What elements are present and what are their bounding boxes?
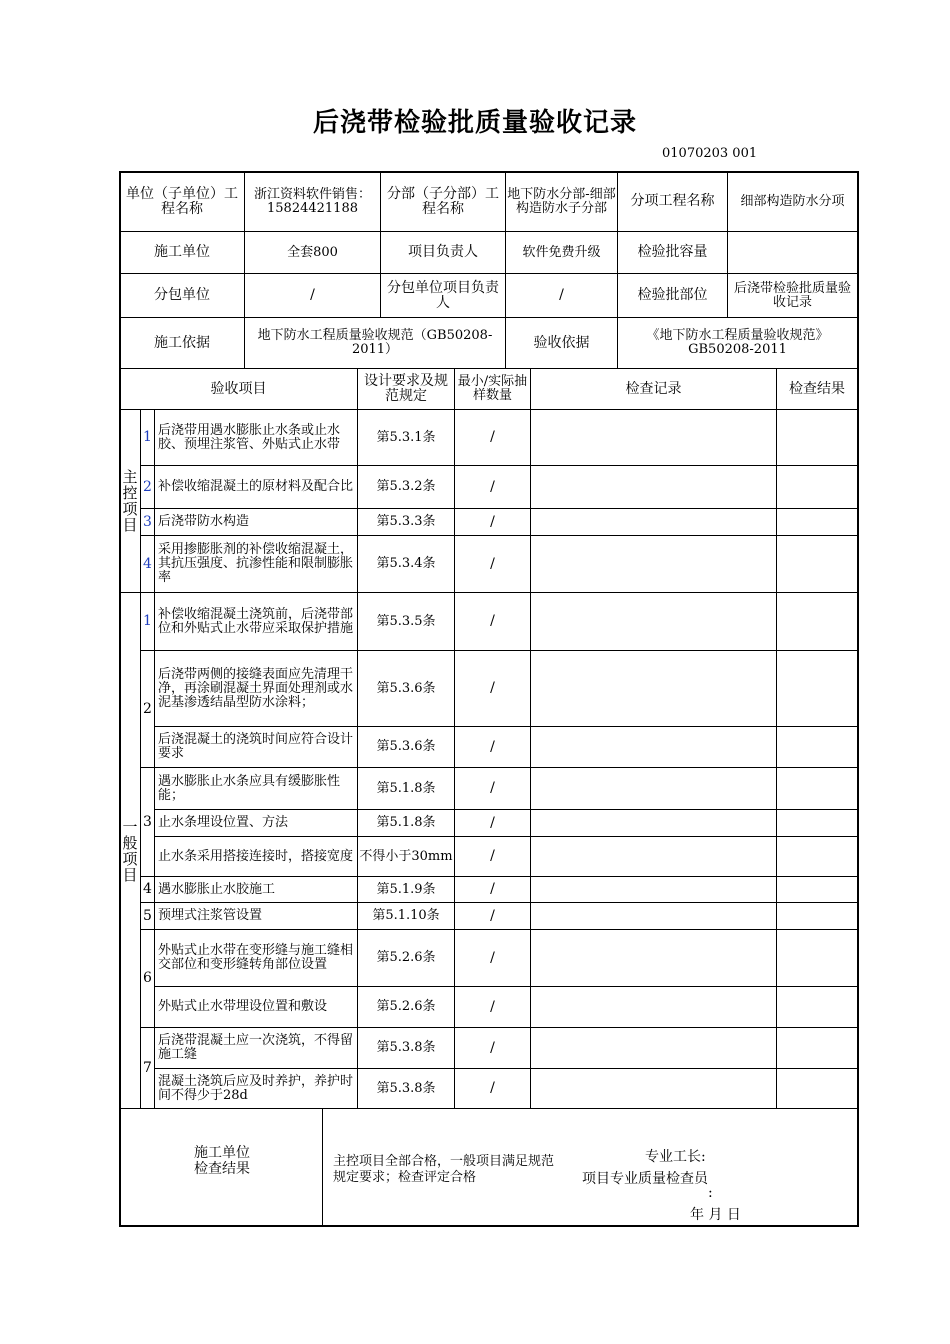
main-rows-min: / (455, 466, 531, 509)
general-rows-text: 后浇带混凝土应一次浇筑，不得留施工缝 (155, 1028, 358, 1069)
general-rows-min: / (455, 837, 531, 877)
general-rows-min: / (455, 1028, 531, 1069)
col-record: 检查记录 (531, 369, 777, 410)
general-row-no: 2 (141, 651, 155, 768)
item-label: 分项工程名称 (618, 172, 728, 232)
general-row-no: 7 (141, 1028, 155, 1109)
general-row-no: 1 (141, 593, 155, 651)
sub-value: / (245, 274, 381, 318)
basis-label: 施工依据 (120, 318, 245, 369)
page-title: 后浇带检验批质量验收记录 (312, 108, 637, 138)
general-rows-min: / (455, 930, 531, 987)
foreman-label: 专业工长: (645, 1149, 706, 1165)
general-rows-record (531, 768, 777, 810)
general-rows-result (777, 810, 858, 837)
main-rows-result (777, 536, 858, 593)
main-rows-result (777, 509, 858, 536)
general-rows-text: 预埋式注浆管设置 (155, 903, 358, 930)
general-rows-min: / (455, 593, 531, 651)
general-rows-result (777, 903, 858, 930)
general-rows-result (777, 593, 858, 651)
col-item: 验收项目 (120, 369, 358, 410)
date-label: 年 月 日 (690, 1207, 741, 1223)
sub-pm-label: 分包单位项目负责人 (381, 274, 506, 318)
general-rows-result (777, 837, 858, 877)
general-rows-text: 后浇带两侧的接缝表面应先清理干净，再涂刷混凝土界面处理剂或水泥基渗透结晶型防水涂料； (155, 651, 358, 727)
main-rows-text: 后浇带用遇水膨胀止水条或止水胶、预埋注浆管、外贴式止水带 (155, 410, 358, 466)
general-rows-min: / (455, 903, 531, 930)
footer-label: 施工单位检查结果 (194, 1145, 250, 1177)
main-rows-min: / (455, 410, 531, 466)
main-rows-text: 补偿收缩混凝土的原材料及配合比 (155, 466, 358, 509)
general-rows-result (777, 727, 858, 768)
general-rows-record (531, 987, 777, 1028)
general-rows-record (531, 727, 777, 768)
pm-label: 项目负责人 (381, 232, 506, 274)
main-row-no: 1 (141, 410, 155, 466)
col-req: 设计要求及规范规定 (358, 369, 455, 410)
general-row-no: 4 (141, 877, 155, 903)
main-rows-req: 第5.3.1条 (358, 410, 455, 466)
general-rows-text: 遇水膨胀止水条应具有缓膨胀性能； (155, 768, 358, 810)
general-rows-result (777, 1028, 858, 1069)
general-rows-text: 后浇混凝土的浇筑时间应符合设计要求 (155, 727, 358, 768)
general-rows-record (531, 837, 777, 877)
main-rows-min: / (455, 536, 531, 593)
general-rows-req: 第5.3.5条 (358, 593, 455, 651)
unit-label: 单位（子单位）工程名称 (120, 172, 245, 232)
general-rows-text: 止水条埋设位置、方法 (155, 810, 358, 837)
main-row-no: 2 (141, 466, 155, 509)
general-rows-min: / (455, 877, 531, 903)
general-rows-record (531, 930, 777, 987)
item-value: 细部构造防水分项 (728, 172, 858, 232)
col-min: 最小/实际抽样数量 (455, 369, 531, 410)
pm-value: 软件免费升级 (506, 232, 618, 274)
part-label: 检验批部位 (618, 274, 728, 318)
accept-value: 《地下防水工程质量验收规范》GB50208-2011 (618, 318, 858, 369)
general-rows-req: 第5.3.8条 (358, 1069, 455, 1109)
general-rows-req: 第5.1.8条 (358, 810, 455, 837)
general-row-no: 3 (141, 768, 155, 877)
general-rows-record (531, 810, 777, 837)
dept-value: 地下防水分部-细部构造防水子分部 (506, 172, 618, 232)
main-rows-min: / (455, 509, 531, 536)
general-row-no: 6 (141, 930, 155, 1028)
main-rows-text: 后浇带防水构造 (155, 509, 358, 536)
general-rows-req: 第5.2.6条 (358, 930, 455, 987)
general-rows-req: 第5.1.10条 (358, 903, 455, 930)
general-rows-result (777, 987, 858, 1028)
main-group-label: 主控项目 (120, 410, 141, 593)
document-code: 01070203 001 (662, 146, 758, 161)
main-rows-record (531, 466, 777, 509)
general-rows-min: / (455, 651, 531, 727)
general-rows-text: 混凝土浇筑后应及时养护，养护时间不得少于28d (155, 1069, 358, 1109)
general-rows-record (531, 651, 777, 727)
main-rows-req: 第5.3.3条 (358, 509, 455, 536)
sub-label: 分包单位 (120, 274, 245, 318)
general-rows-min: / (455, 810, 531, 837)
general-rows-text: 外贴式止水带埋设位置和敷设 (155, 987, 358, 1028)
main-rows-record (531, 410, 777, 466)
general-rows-req: 不得小于30mm (358, 837, 455, 877)
basis-value: 地下防水工程质量验收规范（GB50208-2011） (245, 318, 506, 369)
main-rows-result (777, 466, 858, 509)
capacity-value (728, 232, 858, 274)
constructor-label: 施工单位 (120, 232, 245, 274)
general-rows-text: 补偿收缩混凝土浇筑前，后浇带部位和外贴式止水带应采取保护措施 (155, 593, 358, 651)
general-rows-min: / (455, 1069, 531, 1109)
general-rows-result (777, 1069, 858, 1109)
general-rows-req: 第5.2.6条 (358, 987, 455, 1028)
general-rows-record (531, 1069, 777, 1109)
general-rows-min: / (455, 768, 531, 810)
general-rows-req: 第5.3.6条 (358, 727, 455, 768)
inspector-colon: : (708, 1185, 713, 1201)
general-rows-record (531, 877, 777, 903)
general-rows-req: 第5.3.8条 (358, 1028, 455, 1069)
accept-label: 验收依据 (506, 318, 618, 369)
dept-label: 分部（子分部）工程名称 (381, 172, 506, 232)
main-rows-text: 采用掺膨胀剂的补偿收缩混凝土，其抗压强度、抗渗性能和限制膨胀率 (155, 536, 358, 593)
general-rows-text: 止水条采用搭接连接时，搭接宽度 (155, 837, 358, 877)
general-rows-result (777, 877, 858, 903)
unit-value: 浙江资料软件销售：15824421188 (245, 172, 381, 232)
general-row-no: 5 (141, 903, 155, 930)
general-rows-min: / (455, 987, 531, 1028)
general-group-label: 一般项目 (120, 593, 141, 1109)
general-rows-result (777, 768, 858, 810)
general-rows-min: / (455, 727, 531, 768)
main-rows-record (531, 509, 777, 536)
col-result: 检查结果 (777, 369, 858, 410)
general-rows-record (531, 593, 777, 651)
sub-pm-value: / (506, 274, 618, 318)
footer-conclusion: 主控项目全部合格，一般项目满足规范规定要求；检查评定合格 (333, 1154, 555, 1185)
general-rows-req: 第5.1.8条 (358, 768, 455, 810)
general-rows-text: 遇水膨胀止水胶施工 (155, 877, 358, 903)
general-rows-req: 第5.3.6条 (358, 651, 455, 727)
part-value: 后浇带检验批质量验收记录 (728, 274, 858, 318)
general-rows-record (531, 903, 777, 930)
general-rows-text: 外贴式止水带在变形缝与施工缝相交部位和变形缝转角部位设置 (155, 930, 358, 987)
main-row-no: 4 (141, 536, 155, 593)
constructor-value: 全套800 (245, 232, 381, 274)
main-rows-req: 第5.3.2条 (358, 466, 455, 509)
inspector-label: 项目专业质量检查员 (582, 1171, 708, 1187)
general-rows-req: 第5.1.9条 (358, 877, 455, 903)
main-rows-result (777, 410, 858, 466)
main-row-no: 3 (141, 509, 155, 536)
general-rows-result (777, 651, 858, 727)
main-rows-req: 第5.3.4条 (358, 536, 455, 593)
general-rows-record (531, 1028, 777, 1069)
capacity-label: 检验批容量 (618, 232, 728, 274)
main-rows-record (531, 536, 777, 593)
general-rows-result (777, 930, 858, 987)
